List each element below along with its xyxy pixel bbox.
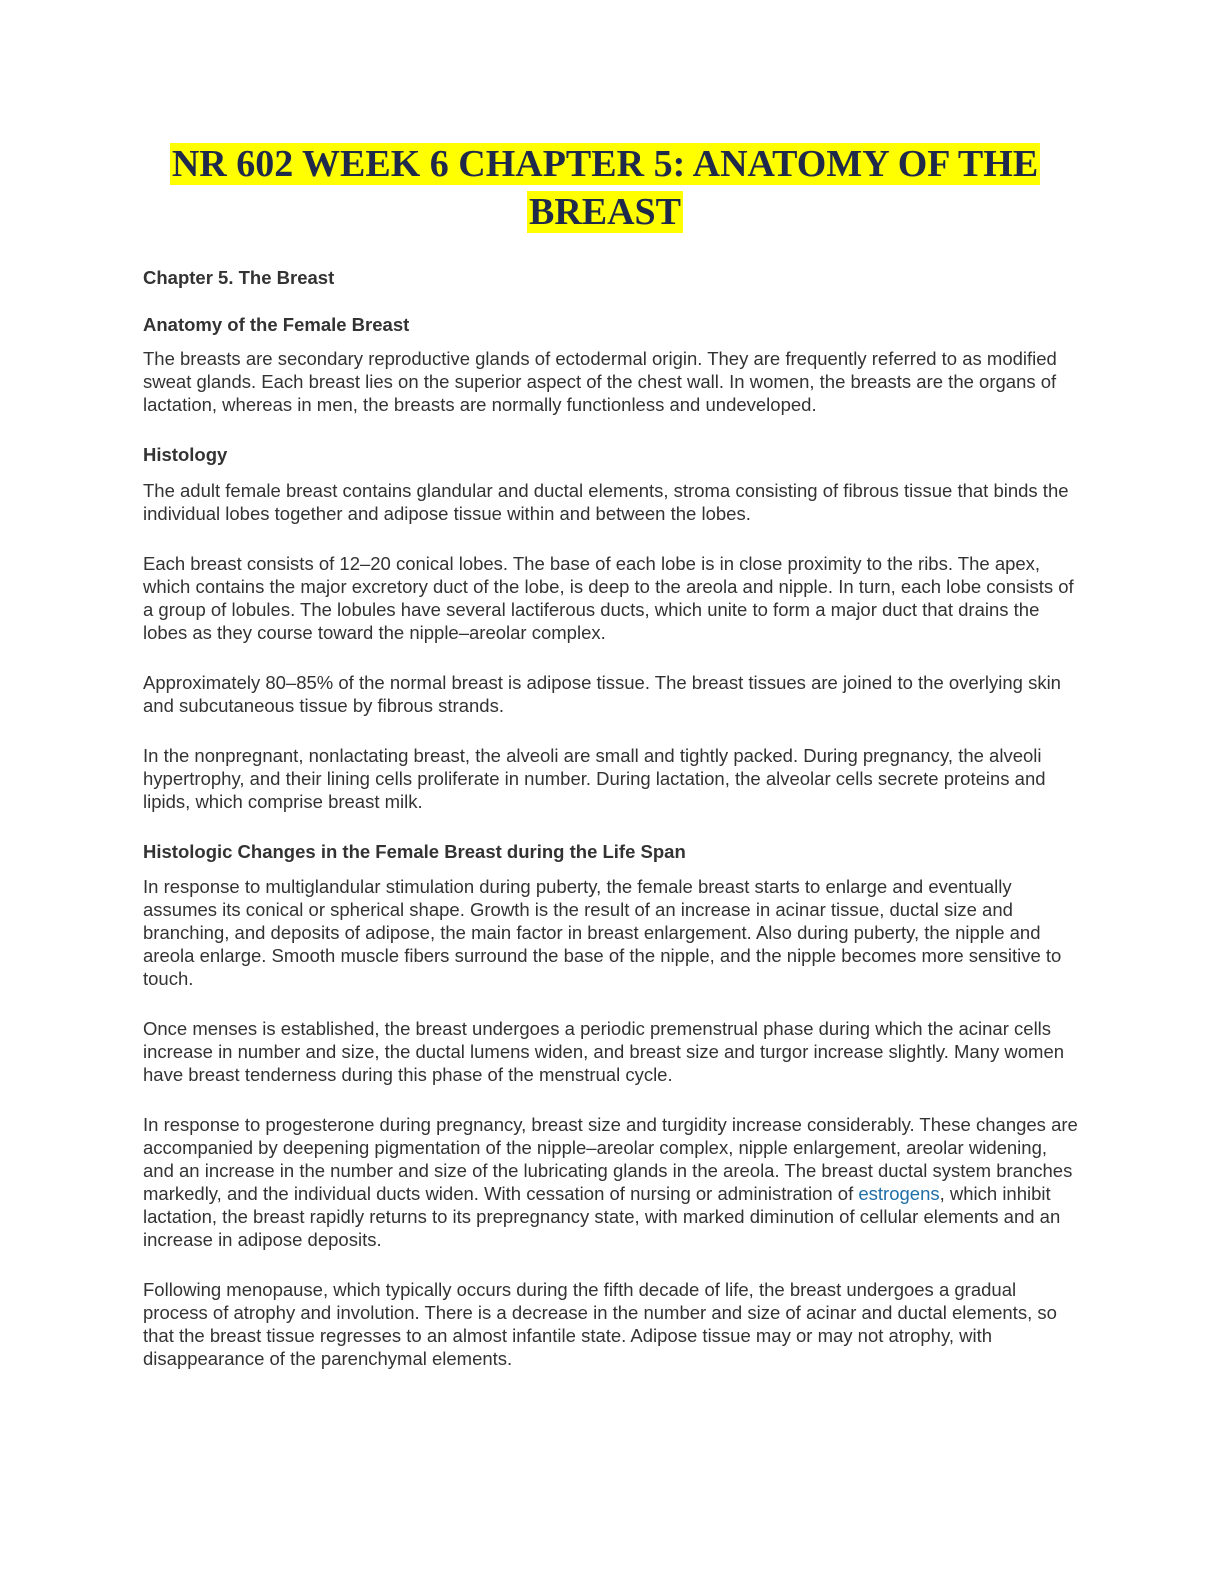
document-body [143,266,1078,1370]
life-span-paragraph-3-end: , which inhibit lactation, the breast rapidly returns to its prepregnancy state, with marked diminution of cellular elements and an increase in adipose deposits. [143,1183,1061,1250]
anatomy-paragraph: The breasts are secondary reproductive glands of ectodermal origin. They are frequently referred to as modified sweat glands. Each breast lies on the superior aspect of the chest wall. In women, the breasts are the organs of lactation, whereas in men, the breasts are normally functionless and undeveloped. [143,348,1057,415]
histology-paragraph-2: Each breast consists of 12–20 conical lobes. The base of each lobe is in close proximity to the ribs. The apex, which contains the major excretory duct of the lobe, is deep to the areola and nipple. In turn, each lobe consists of a group of lobules. The lobules have several lactiferous ducts, which unite to form a major duct that drains the lobes as they course toward the nipple–areolar complex. [143,553,1074,643]
document-title [140,140,1070,236]
life-span-paragraph-3 [143,1113,1078,1251]
life-span-paragraph-1: In response to multiglandular stimulation during puberty, the female breast starts to enlarge and eventually assumes its conical or spherical shape. Growth is the result of an increase in acinar tissue, ductal size and branching, and deposits of adipose, the main factor in breast enlargement. Also during puberty, the nipple and areola enlarge. Smooth muscle fibers surround the base of the nipple, and the nipple becomes more sensitive to touch. [143,876,1062,989]
title-line-2: BREAST [528,191,682,233]
life-span-heading: Histologic Changes in the Female Breast during the Life Span [143,841,686,862]
life-span-paragraph-2: Once menses is established, the breast undergoes a periodic premenstrual phase during which the acinar cells increase in number and size, the ductal lumens widen, and breast size and turgor increase slightly. Many women have breast tenderness during this phase of the menstrual cycle. [143,1018,1065,1085]
histology-paragraph-3: Approximately 80–85% of the normal breast is adipose tissue. The breast tissues are joined to the overlying skin and subcutaneous tissue by fibrous strands. [143,672,1061,716]
life-span-paragraph-4: Following menopause, which typically occurs during the fifth decade of life, the breast undergoes a gradual process of atrophy and involution. There is a decrease in the number and size of acinar and ductal elements, so that the breast tissue regresses to an almost infantile state. Adipose tissue may or may not atrophy, with disappearance of the parenchymal elements. [143,1279,1057,1369]
chapter-heading: Chapter 5. The Breast [143,267,335,288]
estrogens-link[interactable]: estrogens [858,1183,940,1204]
life-span-paragraph-3-start: In response to progesterone during pregnancy, breast size and turgidity increase considerably. These changes are accompanied by deepening pigmentation of the nipple–areolar complex, nipple enlargement, areolar widening, and an increase in the number and size of the lubricating glands in the areola. The breast ductal system branches markedly, and the individual ducts widen. With cessation of nursing or administration of [143,1114,1078,1204]
title-line-1: NR 602 WEEK 6 CHAPTER 5: ANATOMY OF THE [171,143,1039,185]
histology-paragraph-1: The adult female breast contains glandular and ductal elements, stroma consisting of fibrous tissue that binds the individual lobes together and adipose tissue within and between the lobes. [143,480,1069,524]
histology-paragraph-4: In the nonpregnant, nonlactating breast, the alveoli are small and tightly packed. During pregnancy, the alveoli hypertrophy, and their lining cells proliferate in number. During lactation, the alveolar cells secrete proteins and lipids, which comprise breast milk. [143,745,1046,812]
histology-heading: Histology [143,444,228,465]
anatomy-heading: Anatomy of the Female Breast [143,314,410,335]
